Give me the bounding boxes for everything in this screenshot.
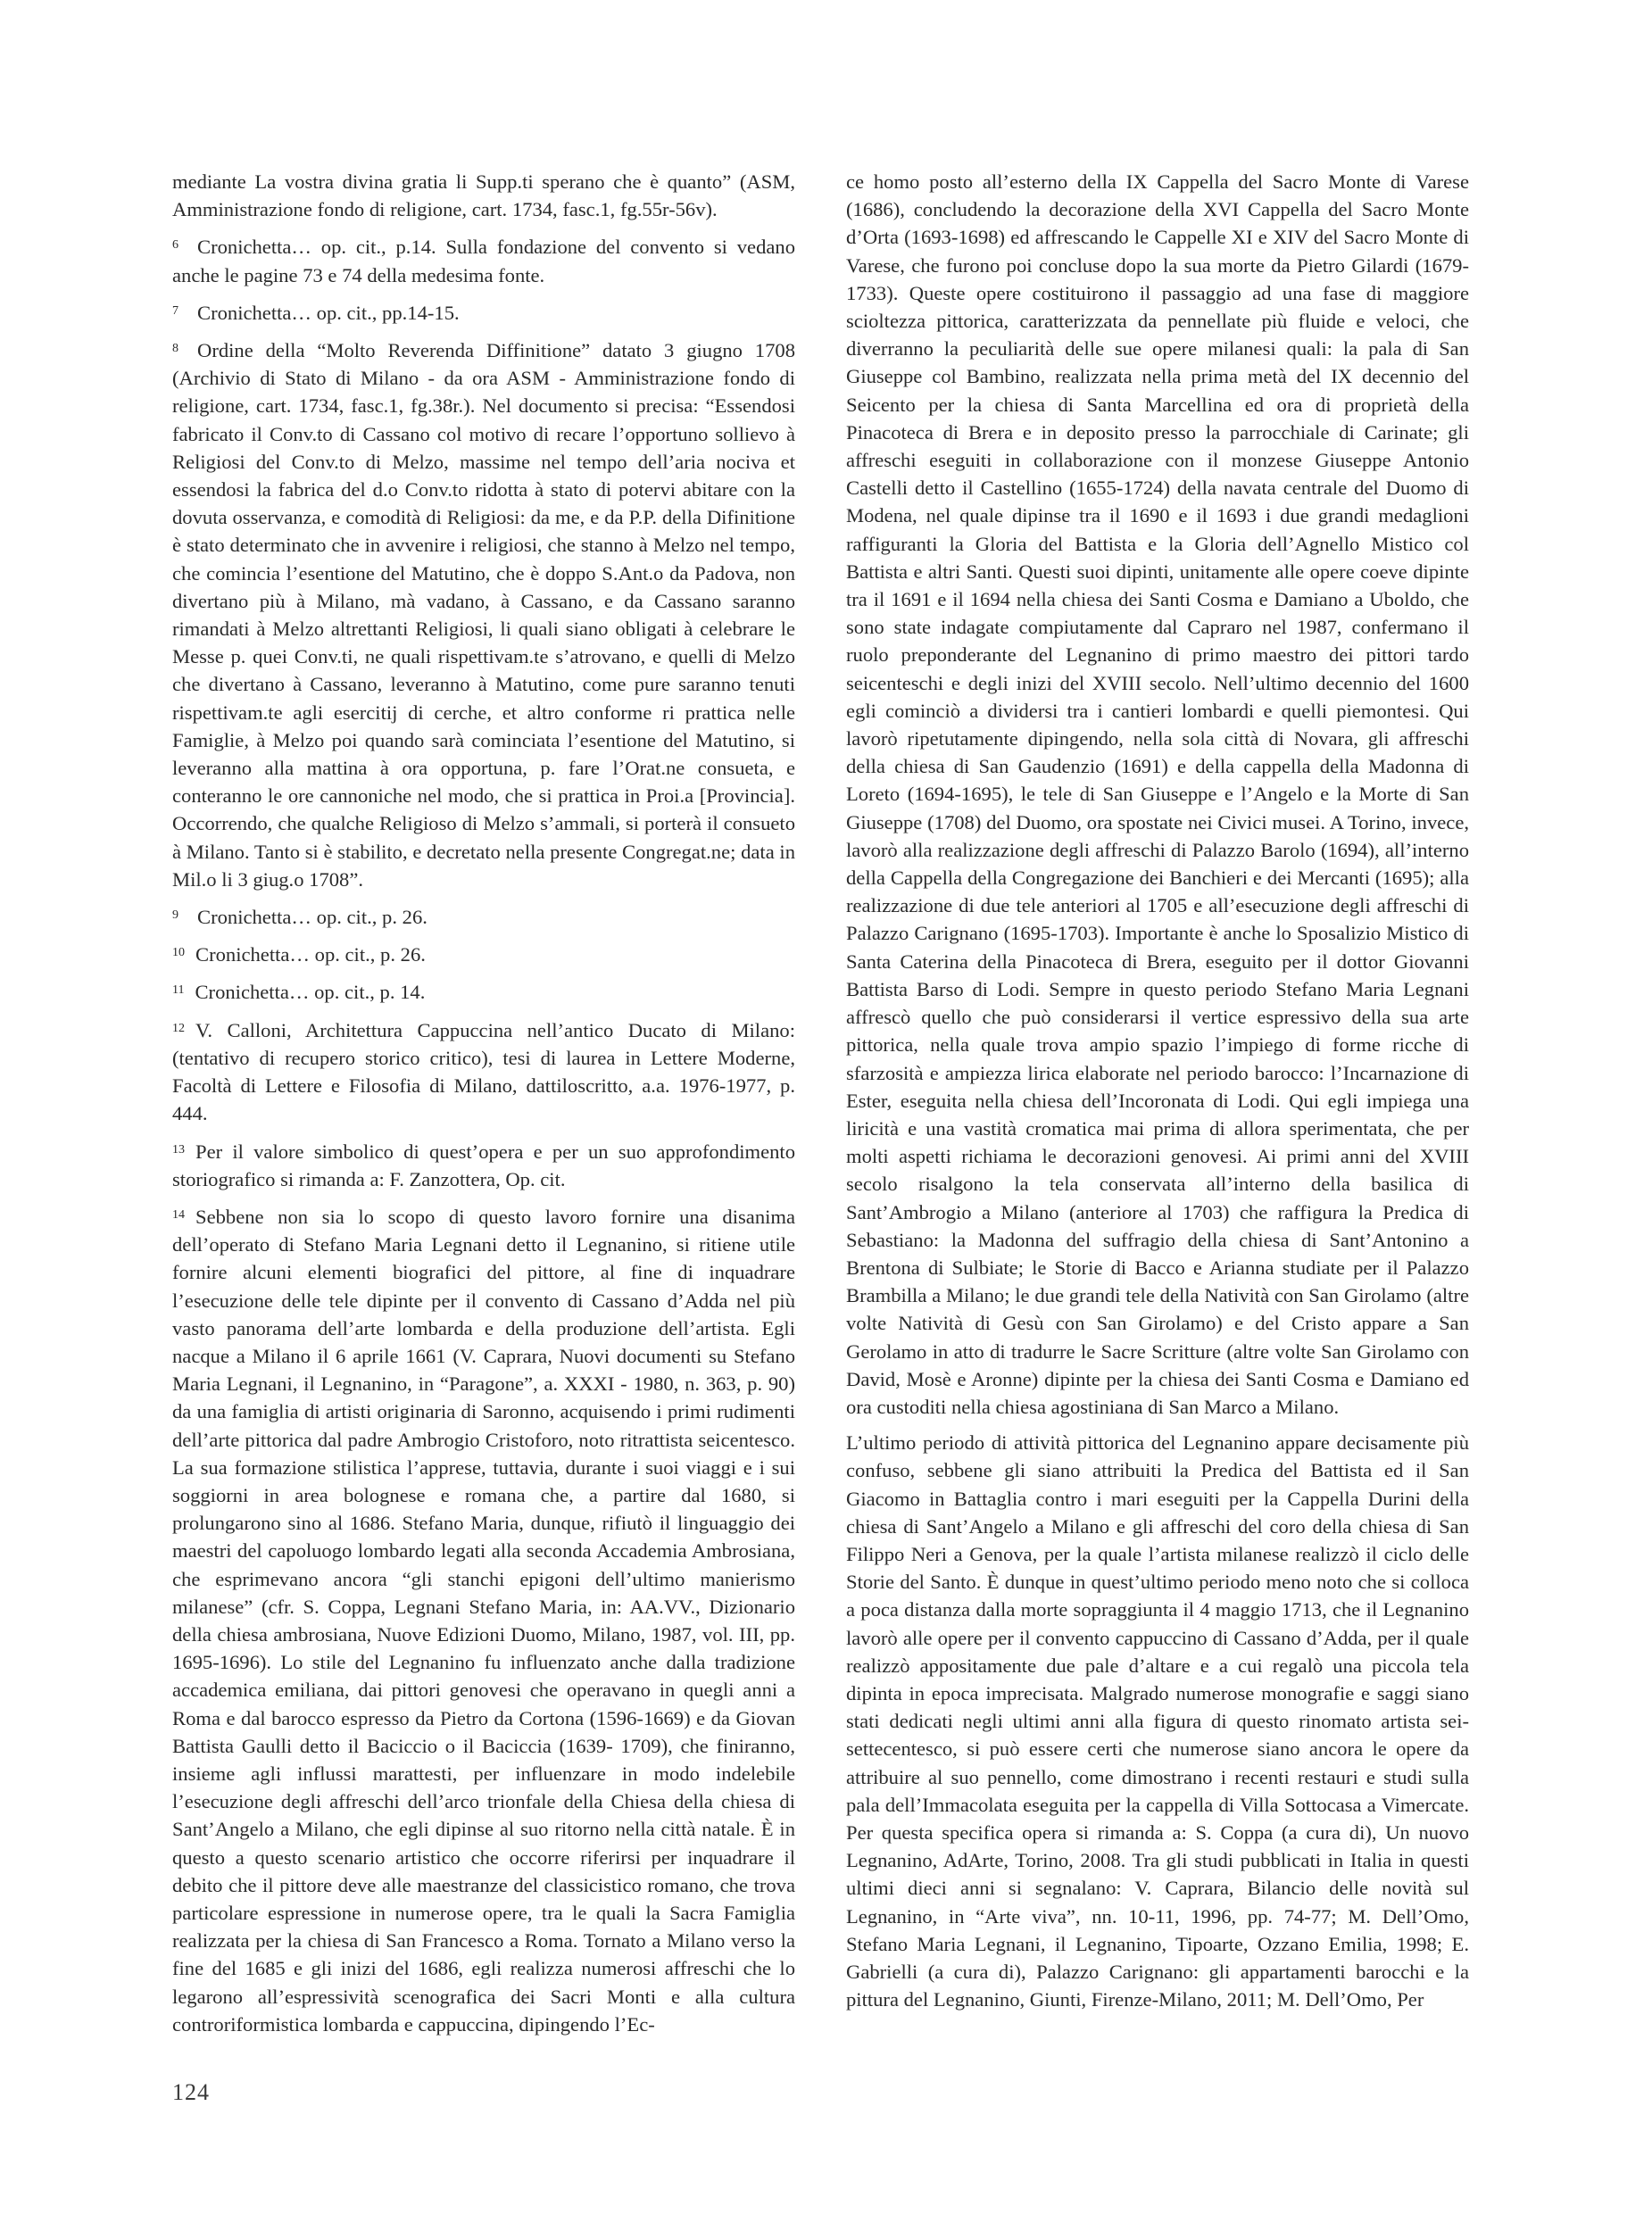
footnote-number: 11	[172, 983, 185, 998]
footnote-12	[172, 1015, 795, 1128]
footnote-number: 14	[172, 1207, 185, 1222]
footnote-number: 7	[172, 303, 178, 318]
footnote-text: Per il valore simbolico di quest’opera e per un suo approfondimento storiografico si rimanda a: F. Zanzottera, Op. cit.	[172, 1140, 795, 1190]
footnote-6	[172, 231, 795, 288]
footnote-13	[172, 1136, 795, 1193]
footnote-7	[172, 297, 795, 327]
footnote-9	[172, 901, 795, 931]
footnote-continuation: mediante La vostra divina gratia li Supp.ti sperano che è quanto” (ASM, Amministrazione fondo di religione, cart. 1734, fasc.1, fg.55r-56v).	[172, 170, 795, 221]
footnote-text: Sebbene non sia lo scopo di questo lavoro fornire una disanima dell’operato di Stefano Maria Legnani detto il Legnanino, si ritiene utile fornire alcuni elementi biografici del pittore, al fine di inquadrare l’esecuzione delle tele dipinte per il convento di Cassano d’Adda nel più vasto panorama dell’arte lombarda e della produzione dell’artista. Egli nacque a Milano il 6 aprile 1661 (V. Caprara, Nuovi documenti su Stefano Maria Legnani, il Legnanino, in “Paragone”, a. XXXI - 1980, n. 363, p. 90) da una famiglia di artisti originaria di Saronno, acquisendo i primi rudimenti dell’arte pittorica dal padre Ambrogio Cristoforo, noto ritrattista seicentesco. La sua formazione stilistica l’apprese, tuttavia, durante i suoi viaggi e i sui soggiorni in area bolognese e romana che, a partire dal 1680, si prolungarono sino al 1686. Stefano Maria, dunque, rifiutò il linguaggio dei maestri del capoluogo lombardo legati alla seconda Accademia Ambrosiana, che esprimevano ancora “gli stanchi epigoni dell’ultimo manierismo milanese” (cfr. S. Coppa, Legnani Stefano Maria, in: AA.VV., Dizionario della chiesa ambrosiana, Nuove Edizioni Duomo, Milano, 1987, vol. III, pp. 1695-1696). Lo stile del Legnanino fu influenzato anche dalla tradizione accademica emiliana, dai pittori genovesi che operavano in quegli anni a Roma e dal barocco espresso da Pietro da Cortona (1596-1669) e da Giovan Battista Gaulli detto il Baciccio o il Baciccia (1639- 1709), che finiranno, insieme agli influssi marattesti, per influenzare in modo indelebile l’esecuzione degli affreschi dell’arco trionfale della Chiesa della chiesa di Sant’Angelo a Milano, che egli dipinse al suo ritorno nella città natale. È in questo a questo scenario artistico che occorre riferirsi per inquadrare il debito che il pittore deve alle maestranze del classicistico romano, che trova particolare espressione in numerose opere, tra le quali la Sacra Famiglia realizzata per la chiesa di San Francesco a Roma. Tornato a Milano verso la fine del 1685 e gli inizi del 1686, egli realizza numerosi affreschi che lo legarono all’espressività scenografica dei Sacri Monti e alla cultura controriformistica lombarda e cappuccina, dipingendo l’Ec-	[172, 1205, 795, 2036]
page-number: 124	[172, 2079, 210, 2105]
footnote-text: Ordine della “Molto Reverenda Diffinitione” datato 3 giugno 1708 (Archivio di Stato di Milano - da ora ASM - Amministrazione fondo di religione, cart. 1734, fasc.1, fg.38r.). Nel documento si precisa: “Essendosi fabricato il Conv.to di Cassano col motivo di recare l’opportuno sollievo à Religiosi del Conv.to di Melzo, massime nel tempo dell’aria nociva et essendosi la fabrica del d.o Conv.to ridotta à stato di potervi abitare con la dovuta osservanza, e comodità di Religiosi: da me, e da P.P. della Difinitione è stato determinato che in avvenire i religiosi, che stanno à Melzo nel tempo, che comincia l’esentione del Matutino, che è doppo S.Ant.o da Padova, non divertano più à Milano, mà vadano, à Cassano, e da Cassano saranno rimandati à Melzo altrettanti Religiosi, li quali siano obligati à celebrare le Messe p. quei Conv.ti, ne quali rispettivam.te s’atrovano, e quelli di Melzo che divertano à Cassano, leveranno à Matutino, come pure saranno tenuti rispettivam.te agli esercitij di cerche, et altro conforme ri prattica nelle Famiglie, à Melzo poi quando sarà cominciata l’esentione del Matutino, si leveranno alla mattina à ora opportuna, p. fare l’Orat.ne consueta, e conteranno le ore cannoniche nel modo, che si prattica in Proi.a [Provincia]. Occorrendo, che qualche Religioso di Melzo s’ammali, si porterà il consueto à Milano. Tanto si è stabilito, e decretato nella presente Congregat.ne; data in Mil.o li 3 giug.o 1708”.	[172, 339, 795, 891]
footnote-text: Cronichetta… op. cit., p. 14.	[195, 981, 426, 1004]
footnote-number: 6	[172, 238, 178, 253]
footnote-number: 12	[172, 1021, 185, 1035]
footnote-8	[172, 335, 795, 893]
right-column	[846, 168, 1469, 2021]
footnote-number: 13	[172, 1142, 185, 1157]
footnote-11	[172, 976, 795, 1006]
footnote-number: 8	[172, 342, 178, 356]
body-paragraph: L’ultimo periodo di attività pittorica del Legnanino appare decisamente più confuso, sebbene gli siano attribuiti la Predica del Battista ed il San Giacomo in Battaglia contro i mari eseguiti per la Cappella Durini della chiesa di Sant’Angelo a Milano e gli affreschi del coro della chiesa di San Filippo Neri a Genova, per la quale l’artista milanese realizzò il ciclo delle Storie del Santo. È dunque in quest’ultimo periodo meno noto che si colloca a poca distanza dalla morte sopraggiunta il 4 maggio 1713, che il Legnanino lavorò alle opere per il convento cappuccino di Cassano d’Adda, per il quale realizzò appositamente due pale d’altare e a cui regalò una piccola tela dipinta in epoca imprecisata. Malgrado numerose monografie e saggi siano stati dedicati negli ultimi anni alla figura di questo rinomato artista sei-settecentesco, si può essere certi che numerose siano ancora le opere da attribuire al suo pennello, come dimostrano i recenti restauri e studi sulla pala dell’Immacolata eseguita per la cappella di Villa Sottocasa a Vimercate. Per questa specifica opera si rimanda a: S. Coppa (a cura di), Un nuovo Legnanino, AdArte, Torino, 2008. Tra gli studi pubblicati in Italia in questi ultimi dieci anni si segnalano: V. Caprara, Bilancio delle novità sul Legnanino, in “Arte viva”, nn. 10-11, 1996, pp. 74-77; M. Dell’Omo, Stefano Maria Legnani, il Legnanino, Tipoarte, Ozzano Emilia, 1998; E. Gabrielli (a cura di), Palazzo Carignano: gli appartamenti barocchi e la pittura del Legnanino, Giunti, Firenze-Milano, 2011; M. Dell’Omo, Per	[846, 1431, 1469, 2011]
footnote-text: Cronichetta… op. cit., p. 26.	[195, 943, 426, 966]
footnote-14	[172, 1201, 795, 2038]
left-column	[172, 168, 795, 2046]
footnote-text: Cronichetta… op. cit., pp.14-15.	[197, 301, 460, 324]
footnote-number: 9	[172, 908, 178, 923]
body-paragraph: ce homo posto all’esterno della IX Cappella del Sacro Monte di Varese (1686), concludendo la decorazione della XVI Cappella del Sacro Monte d’Orta (1693-1698) ed affrescando le Cappelle XI e XIV del Sacro Monte di Varese, che furono poi concluse dopo la sua morte da Pietro Gilardi (1679-1733). Queste opere costituirono il passaggio ad una fase di maggiore scioltezza pittorica, caratterizzata da pennellate più fluide e veloci, che diverranno la peculiarità delle sue opere milanesi quali: la pala di San Giuseppe col Bambino, realizzata nella prima metà del IX decennio del Seicento per la chiesa di Santa Marcellina ed ora di proprietà della Pinacoteca di Brera e in deposito presso la parrocchiale di Carinate; gli affreschi eseguiti in collaborazione con il monzese Giuseppe Antonio Castelli detto il Castellino (1655-1724) della navata centrale del Duomo di Modena, nel quale dipinse tra il 1690 e il 1693 i due grandi medaglioni raffiguranti la Gloria del Battista e la Gloria dell’Agnello Mistico col Battista e altri Santi. Questi suoi dipinti, unitamente alle opere coeve dipinte tra il 1691 e il 1694 nella chiesa dei Santi Cosma e Damiano a Uboldo, che sono state indagate compiutamente dal Caprаro nel 1987, confermano il ruolo preponderante del Legnanino di primo maestro dei pittori tardo seicenteschi e degli inizi del XVIII secolo. Nell’ultimo decennio del 1600 egli cominciò a dividersi tra i cantieri lombardi e quelli piemontesi. Qui lavorò ripetutamente dipingendo, nella sola città di Novara, gli affreschi della chiesa di San Gaudenzio (1691) e della cappella della Madonna di Loreto (1694-1695), le tele di San Giuseppe e l’Angelo e la Morte di San Giuseppe (1708) del Duomo, ora spostate nei Civici musei. A Torino, invece, lavorò alla realizzazione degli affreschi di Palazzo Barolo (1694), all’interno della Cappella della Congregazione dei Banchieri e dei Mercanti (1695); alla realizzazione di due tele anteriori al 1705 e all’esecuzione degli affreschi di Palazzo Carignano (1695-1703). Importante è anche lo Sposalizio Mistico di Santa Caterina della Pinacoteca di Brera, eseguito per il dottor Giovanni Battista Barso di Lodi. Sempre in questo periodo Stefano Maria Legnani affrescò quello che può considerarsi il vertice espressivo della sua arte pittorica, nella quale trova ampio spazio l’impiego di forme ricche di sfarzosità e ampiezza lirica elaborate nel periodo barocco: l’Incarnazione di Ester, eseguita nella chiesa dell’Incoronata di Lodi. Qui egli impiega una liricità e una vastità cromatica mai prima di allora sperimentata, che per molti aspetti richiama le decorazioni genovesi. Ai primi anni del XVIII secolo risalgono la tela conservata all’interno della basilica di Sant’Ambrogio a Milano (anteriore al 1703) che raffigura la Predica di Sebastiano: la Madonna del suffragio della chiesa di Sant’Antonino a Brentona di Sulbiate; le Storie di Bacco e Arianna studiate per il Palazzo Brambilla a Milano; le due grandi tele della Natività con San Girolamo (altre volte Natività di Gesù con San Girolamo) e del Cristo appare a San Gerolamo in atto di tradurre le Sacre Scritture (altre volte San Girolamo con David, Mosè e Aronne) dipinte per la chiesa dei Santi Cosma e Damiano ed ora custoditi nella chiesa agostiniana di San Marco a Milano.	[846, 170, 1469, 1418]
footnote-10	[172, 939, 795, 968]
footnote-number: 10	[172, 946, 185, 960]
footnote-text: Cronichetta… op. cit., p. 26.	[197, 906, 428, 929]
footnote-text: Cronichetta… op. cit., p.14. Sulla fondazione del convento si vedano anche le pagine 73 e 74 della medesima fonte.	[172, 236, 795, 286]
footnote-text: V. Calloni, Architettura Cappuccina nell’antico Ducato di Milano: (tentativo di recupero storico critico), tesi di laurea in Lettere Moderne, Facoltà di Lettere e Filosofia di Milano, dattiloscritto, a.a. 1976-1977, p. 444.	[172, 1018, 795, 1125]
